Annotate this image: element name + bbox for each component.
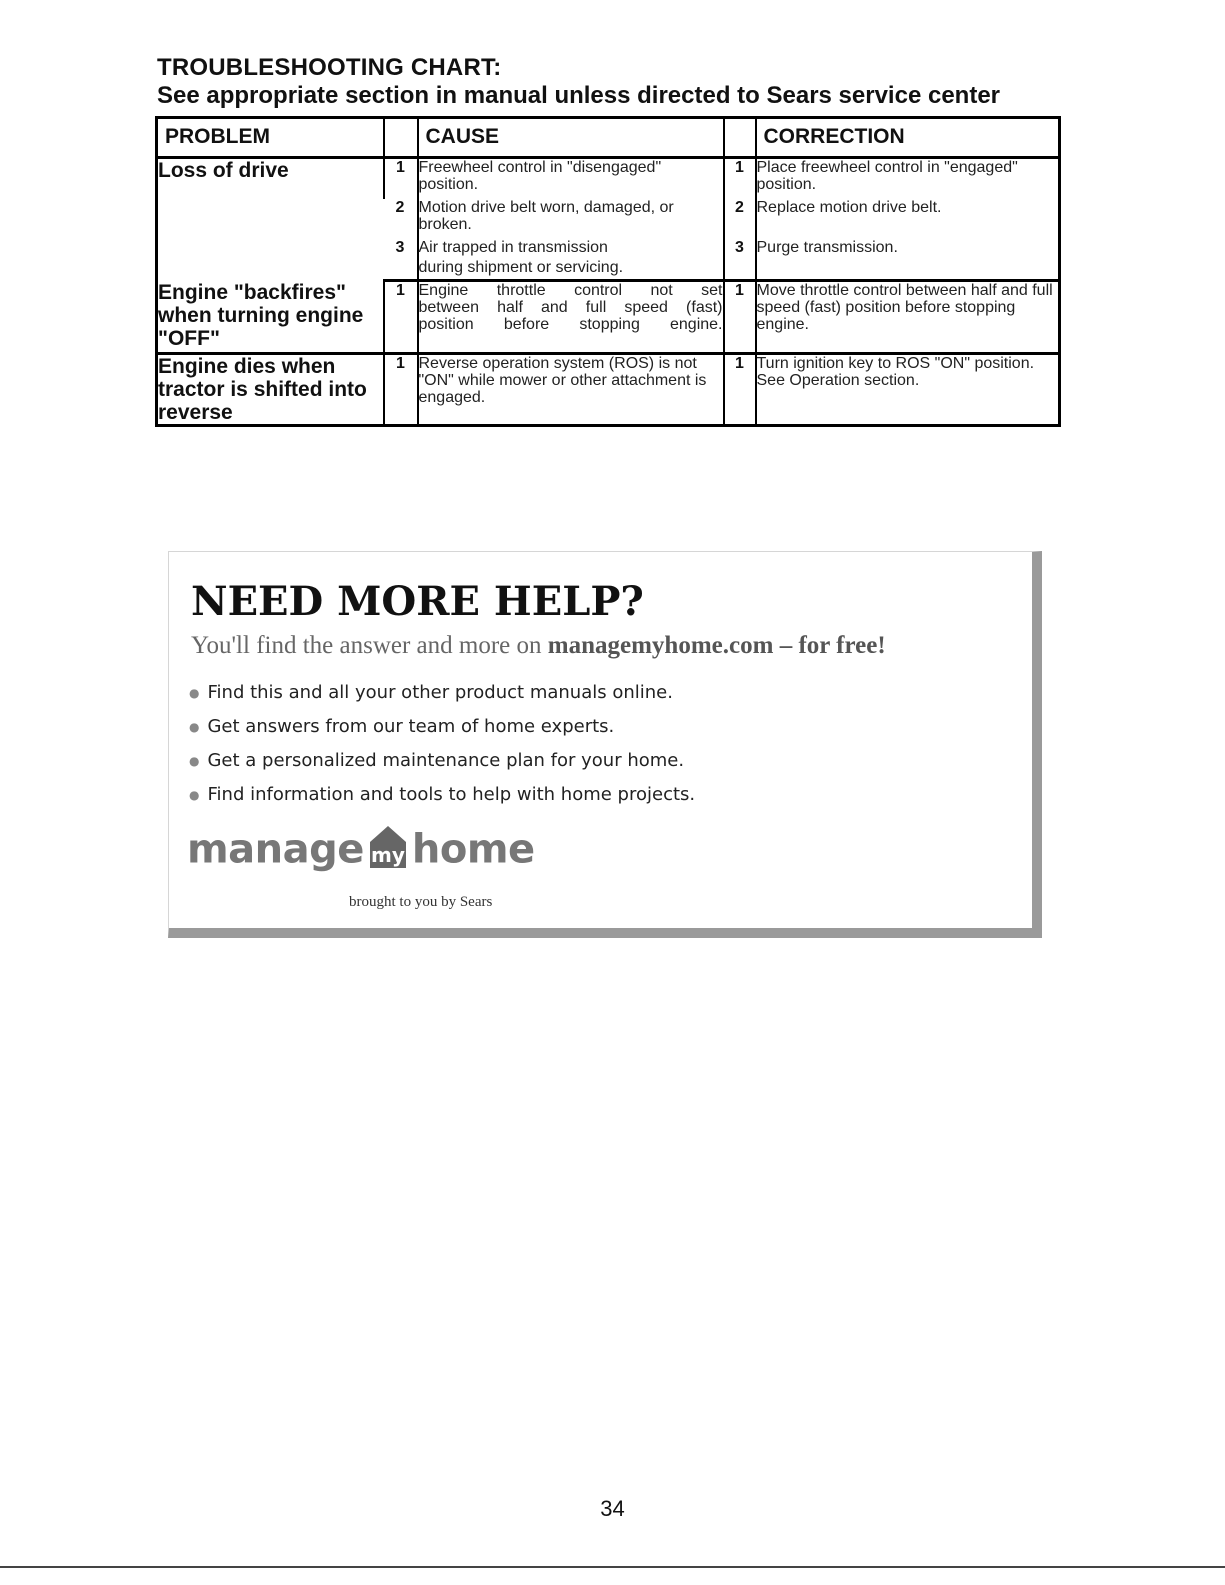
cause-cell [418, 281, 724, 354]
cause-line: Engine throttle control not set [418, 282, 723, 299]
cause-number: 1 [384, 281, 418, 354]
list-item [189, 748, 695, 782]
bullet-text: Find this and all your other product manuals online. [207, 682, 673, 703]
problem-cell: Loss of drive [158, 159, 289, 182]
cause-line: between half and full speed (fast) [418, 299, 723, 316]
cause-cell: Reverse operation system (ROS) is not "ON" while mower or other attachment is engaged. [418, 354, 724, 426]
correction-cell: Place freewheel control in "engaged" position. [756, 158, 1060, 200]
problem-cell: Engine dies when tractor is shifted into reverse [157, 354, 384, 426]
cause-line: position before stopping engine. [418, 316, 723, 333]
table-row [157, 354, 1060, 426]
cause-number [384, 259, 418, 281]
bottom-divider [0, 1566, 1225, 1568]
correction-cell: Turn ignition key to ROS "ON" position. See Operation section. [756, 354, 1060, 426]
table-row [157, 281, 1060, 354]
correction-number: 1 [724, 281, 756, 354]
bullet-icon: ● [189, 788, 200, 802]
bullet-text: Get a personalized maintenance plan for your home. [207, 750, 685, 771]
correction-cell: Purge transmission. [756, 239, 1060, 259]
help-bullet-list [189, 680, 695, 816]
cause-cell: Freewheel control in "disengaged" position. [418, 158, 724, 200]
logo-tagline: brought to you by Sears [349, 894, 493, 910]
chart-subtitle: See appropriate section in manual unless directed to Sears service center [157, 82, 1000, 109]
cause-number: 3 [395, 239, 405, 256]
header-num [384, 118, 418, 158]
chart-title: TROUBLESHOOTING CHART: [157, 54, 502, 81]
bullet-text: Find information and tools to help with home projects. [207, 784, 696, 805]
correction-cell: Move throttle control between half and full speed (fast) position before stopping engine. [756, 281, 1060, 354]
header-correction: CORRECTION [756, 118, 1060, 158]
logo-word-manage: manage [187, 826, 364, 873]
problem-cell: Engine "backfires" when turning engine "OFF" [157, 281, 384, 354]
cause-cell: Motion drive belt worn, damaged, or broken. [418, 199, 724, 239]
logo-word-my: my [370, 843, 405, 867]
troubleshooting-table [155, 116, 1061, 427]
correction-cell: Replace motion drive belt. [756, 199, 1060, 239]
cause-cell: Air trapped in transmission [418, 239, 724, 259]
header-num [724, 118, 756, 158]
list-item [189, 680, 695, 714]
correction-number [724, 259, 756, 281]
house-icon [368, 824, 408, 875]
page-number: 34 [600, 1496, 625, 1521]
list-item [189, 782, 695, 816]
logo-word-home: home [411, 826, 535, 873]
cause-cell: during shipment or servicing. [418, 259, 724, 281]
bullet-icon: ● [189, 754, 200, 768]
correction-cell [756, 259, 1060, 281]
help-subtitle-free: – for free! [773, 632, 886, 659]
correction-number: 1 [724, 354, 756, 426]
need-more-help-box [168, 551, 1042, 938]
list-item [189, 714, 695, 748]
correction-number: 3 [724, 239, 756, 259]
cause-number: 2 [395, 199, 405, 216]
correction-number: 2 [724, 199, 756, 239]
cause-number: 1 [384, 158, 418, 200]
header-problem: PROBLEM [157, 118, 384, 158]
help-subtitle-text: You'll find the answer and more on [191, 632, 548, 659]
bullet-icon: ● [189, 686, 200, 700]
managemyhome-logo [187, 824, 535, 884]
header-cause: CAUSE [418, 118, 724, 158]
bullet-icon: ● [189, 720, 200, 734]
table-row [157, 158, 1060, 200]
help-title: NEED MORE HELP? [191, 578, 644, 625]
correction-number: 1 [724, 158, 756, 200]
help-subtitle [191, 632, 886, 660]
bullet-text: Get answers from our team of home experts. [207, 716, 615, 737]
cause-number: 1 [384, 354, 418, 426]
website-link[interactable]: managemyhome.com [547, 632, 774, 659]
